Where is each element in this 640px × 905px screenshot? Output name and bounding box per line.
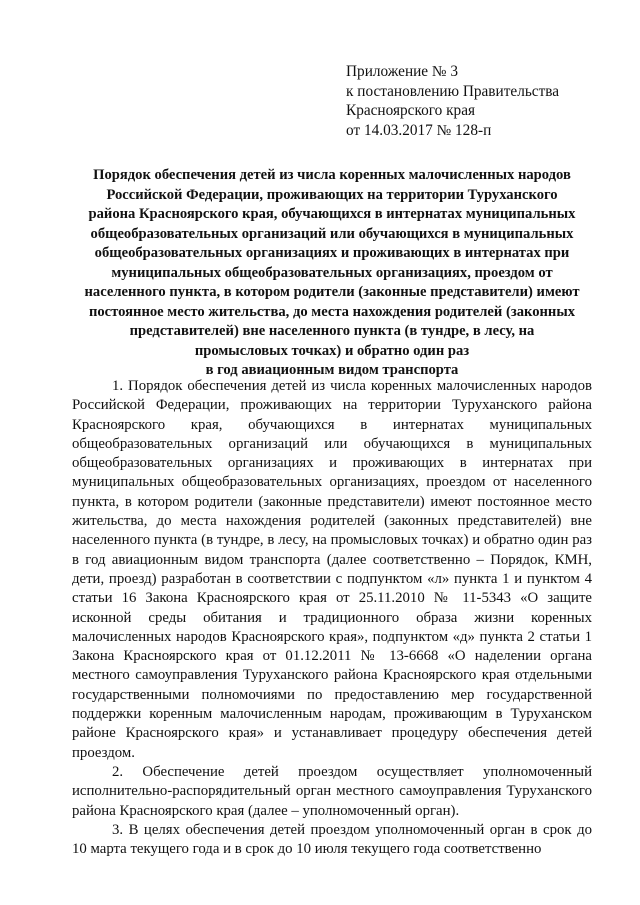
title-line: общеобразовательных организаций или обучающихся в муниципальных (90, 225, 574, 242)
title-line: Порядок обеспечения детей из числа коренных малочисленных народов (93, 167, 571, 183)
title-line: общеобразовательных организациях и проживающих в интернатах при (94, 245, 570, 261)
paragraph-1: 1. Порядок обеспечения детей из числа коренных малочисленных народов Российской Федерации, проживающих на территории Туруханского района Красноярского края, обучающихся в интернатах муниципальных общеобразовательных организаций или обучающихся в муниципальных общеобразовательных организациях и проживающих в интернатах при муниципальных общеобразовательных организациях, проездом от населенного пункта, в котором родители (законные представители) имеют постоянное место жительства, до места нахождения родителей (законных представителей) вне населенного пункта (в тундре, в лесу, на промысловых точках) и обратно один раз в год авиационным видом транспорта (далее соответственно – Порядок, КМН, дети, проезд) разработан в соответствии с подпунктом «л» пункта 1 и пунктом 4 статьи 16 Закона Красноярского края от 25.11.2010 № 11-5343 «О защите исконной среды обитания и традиционного образа жизни коренных малочисленных народов Красноярского края», подпунктом «д» пункта 2 статьи 1 Закона Красноярского края от 01.12.2011 № 13-6668 «О наделении органа местного самоуправления Туруханского района Красноярского края отдельными государственными полномочиями по предоставлению мер государственной поддержки коренным малочисленным народам, проживающим в Туруханском районе Красноярского края» и устанавливает процедуру обеспечения детей проездом. (72, 378, 592, 761)
title-line: постоянное место жительства, до места нахождения родителей (законных (88, 303, 576, 320)
document-title (72, 166, 592, 381)
appendix-date-number: от 14.03.2017 № 128-п (346, 121, 492, 139)
title-line: муниципальных общеобразовательных организациях, проездом от (111, 264, 553, 281)
paragraph-2: 2. Обеспечение детей проездом осуществляет уполномоченный исполнительно-распорядительный орган местного самоуправления Туруханского района Красноярского края (далее – уполномоченный орган). (72, 763, 592, 819)
title-line: представителей) вне населенного пункта (в тундре, в лесу, на (129, 323, 535, 339)
title-line: населенного пункта, в котором родители (законные представители) имеют (84, 284, 580, 300)
appendix-header (346, 62, 606, 140)
title-line: района Красноярского края, обучающихся в интернатах муниципальных (88, 206, 576, 222)
title-line: Российской Федерации, проживающих на территории Туруханского (106, 186, 558, 203)
document-body (72, 377, 592, 859)
paragraph-3: 3. В целях обеспечения детей проездом уполномоченный орган в срок до 10 марта текущего года и в срок до 10 июля текущего года соответственно (72, 821, 592, 858)
title-line: промысловых точках) и обратно один раз (194, 342, 470, 359)
appendix-resolution-ref: к постановлению Правительства (346, 82, 560, 100)
title-line: в год авиационным видом транспорта (205, 362, 459, 378)
appendix-region: Красноярского края (346, 102, 476, 119)
appendix-number: Приложение № 3 (346, 63, 458, 80)
